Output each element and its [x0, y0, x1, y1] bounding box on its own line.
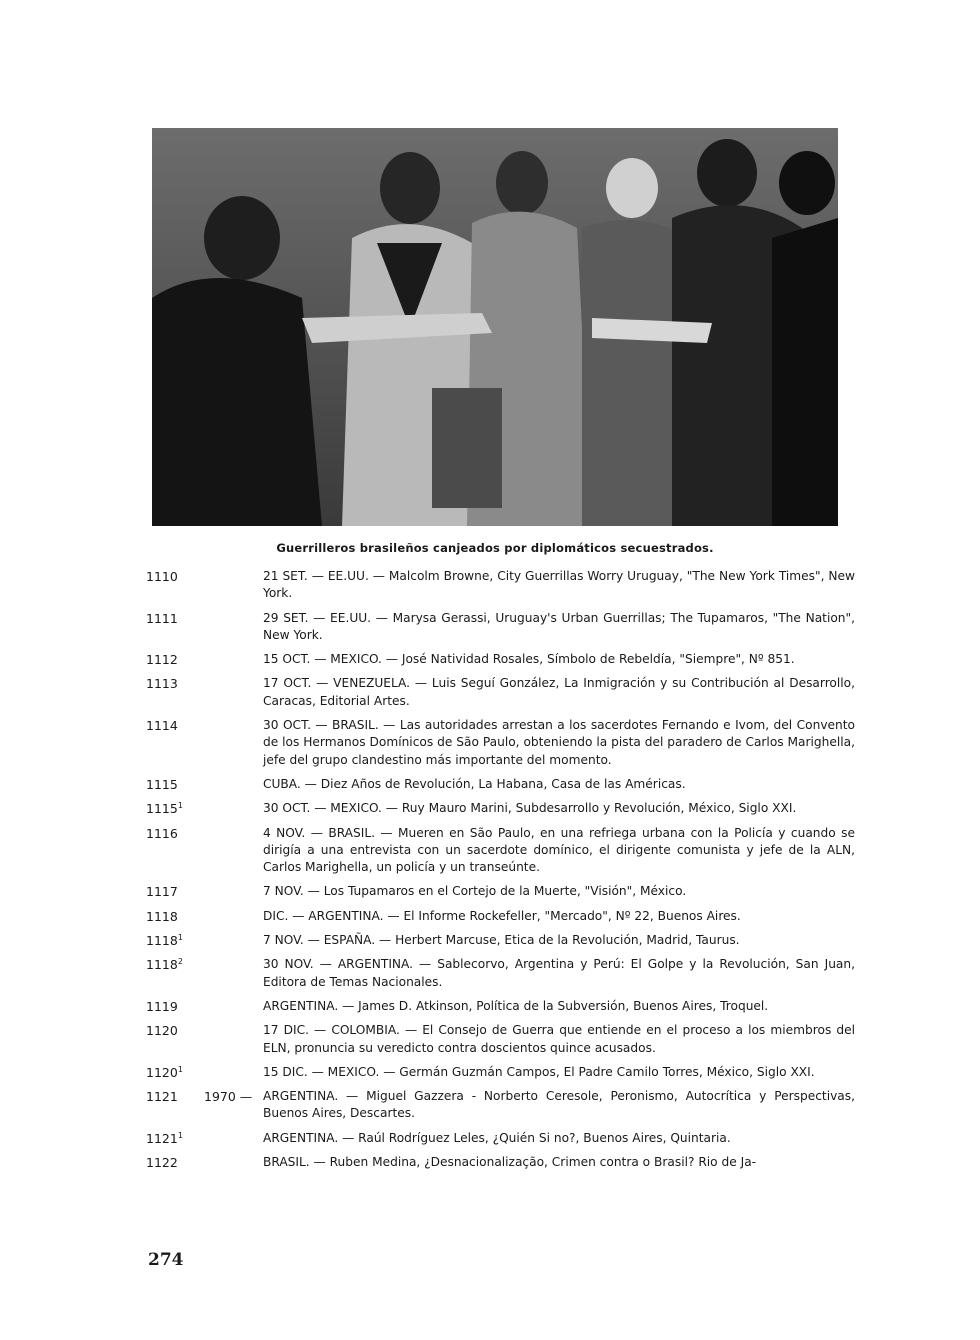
entry-number-value: 1119: [146, 998, 178, 1014]
entry-number: [146, 908, 201, 925]
entry-number-value: 1110: [146, 569, 178, 584]
chronology-entry: [0, 651, 980, 668]
entry-text: 15 DIC. — MEXICO. — Germán Guzmán Campos, El Padre Camilo Torres, México, Siglo XXI.: [263, 1064, 815, 1079]
chronology-entry: [0, 675, 980, 710]
chronology-entry: [0, 776, 980, 793]
chronology-entry: [0, 956, 980, 991]
entry-text: 29 SET. — EE.UU. — Marysa Gerassi, Uruguay's Urban Guerrillas; The Tupamaros, "The Nation", New York.: [263, 610, 855, 642]
chronology-entry: [0, 1130, 980, 1147]
entry-number: [146, 675, 201, 692]
entry-text: 7 NOV. — Los Tupamaros en el Cortejo de la Muerte, "Visión", México.: [263, 884, 687, 899]
entry-number-value: 1122: [146, 1155, 178, 1171]
entry-text: 30 OCT. — BRASIL. — Las autoridades arrestan a los sacerdotes Fernando e Ivom, del Convento de los Hermanos Domínicos de São Paulo, obteniendo la pista del paradero de Carlos Marighella, jefe del grupo clandestino más importante del momento.: [263, 718, 855, 767]
entry-number: [146, 717, 201, 734]
entry-number: [146, 998, 201, 1015]
chronology-list: [0, 568, 980, 1178]
entry-number-value: 1120: [146, 1064, 178, 1080]
chronology-entry: [0, 610, 980, 645]
entry-text: CUBA. — Diez Años de Revolución, La Habana, Casa de las Américas.: [263, 776, 686, 791]
chronology-entry: [0, 932, 980, 949]
chronology-entry: [0, 1064, 980, 1081]
chronology-entry: [0, 998, 980, 1015]
chronology-entry: [0, 1154, 980, 1171]
entry-number: [146, 932, 201, 949]
entry-number-value: 1112: [146, 652, 178, 668]
photograph: [152, 128, 838, 526]
entry-number: [146, 610, 201, 627]
chronology-entry: [0, 717, 980, 769]
entry-text: BRASIL. — Ruben Medina, ¿Desnacionalização, Crimen contra o Brasil? Rio de Ja-: [263, 1155, 757, 1170]
entry-number-value: 1120: [146, 1023, 178, 1039]
entry-text: ARGENTINA. — Raúl Rodríguez Leles, ¿Quién Si no?, Buenos Aires, Quintaria.: [263, 1130, 731, 1145]
entry-text: 15 OCT. — MEXICO. — José Natividad Rosales, Símbolo de Rebeldía, "Siempre", Nº 851.: [263, 652, 795, 667]
entry-number: [146, 883, 201, 900]
entry-number-value: 1118: [146, 933, 178, 949]
entry-number-value: 1116: [146, 825, 178, 841]
entry-number: [146, 956, 201, 973]
chronology-entry: [0, 1022, 980, 1057]
photograph-illustration: [152, 128, 838, 526]
entry-number: [146, 568, 201, 585]
entry-text: 17 DIC. — COLOMBIA. — El Consejo de Guerra que entiende en el proceso a los miembros del ELN, pronuncia su veredicto contra doscientos quince acusados.: [263, 1023, 855, 1055]
entry-number-value: 1113: [146, 676, 178, 692]
entry-number-value: 1111: [146, 610, 178, 626]
entry-number: [146, 800, 201, 817]
entry-number-superscript: 1: [177, 1064, 183, 1074]
entry-text: ARGENTINA. — Miguel Gazzera - Norberto Ceresole, Peronismo, Autocrítica y Perspectivas, Buenos Aires, Descartes.: [263, 1089, 855, 1121]
entry-number: [146, 776, 201, 793]
entry-text: 30 OCT. — MEXICO. — Ruy Mauro Marini, Subdesarrollo y Revolución, México, Siglo XXI.: [263, 801, 797, 816]
entry-number-value: 1118: [146, 908, 178, 924]
entry-number-superscript: 1: [177, 801, 183, 811]
entry-text: DIC. — ARGENTINA. — El Informe Rockefeller, "Mercado", Nº 22, Buenos Aires.: [263, 908, 741, 923]
entry-number: [146, 1154, 201, 1171]
chronology-entry: [0, 825, 980, 877]
entry-number: [146, 1130, 201, 1147]
entry-number: [146, 1022, 201, 1039]
entry-number: [146, 1088, 201, 1105]
entry-number-value: 1121: [146, 1130, 178, 1146]
entry-number: [146, 825, 201, 842]
entry-number-value: 1114: [146, 718, 178, 734]
chronology-entry: [0, 568, 980, 603]
entry-number-superscript: 1: [177, 1130, 183, 1140]
entry-number: [146, 1064, 201, 1081]
entry-text: 21 SET. — EE.UU. — Malcolm Browne, City Guerrillas Worry Uruguay, "The New York Times", New York.: [263, 569, 855, 601]
entry-number-value: 1118: [146, 957, 178, 973]
entry-text: 4 NOV. — BRASIL. — Mueren en São Paulo, en una refriega urbana con la Policía y cuando se dirigía a una entrevista con un sacerdote domínico, el dirigente comunista y jefe de la ALN, Carlos Marighella, un policía y un transeúnte.: [263, 825, 855, 875]
chronology-entry: [0, 800, 980, 817]
entry-text: ARGENTINA. — James D. Atkinson, Política de la Subversión, Buenos Aires, Troquel.: [263, 998, 769, 1013]
entry-year: 1970 —: [204, 1089, 253, 1105]
photo-caption: Guerrilleros brasileños canjeados por diplomáticos secuestrados.: [276, 541, 714, 555]
chronology-entry: [0, 1088, 980, 1123]
chronology-entry: [0, 908, 980, 925]
entry-number-superscript: 1: [177, 932, 183, 942]
chronology-entry: [0, 883, 980, 900]
entry-number-value: 1117: [146, 884, 178, 900]
entry-number-superscript: 2: [177, 957, 183, 967]
entry-number-value: 1115: [146, 776, 178, 792]
entry-text: 7 NOV. — ESPAÑA. — Herbert Marcuse, Etica de la Revolución, Madrid, Taurus.: [263, 933, 740, 948]
entry-text: 30 NOV. — ARGENTINA. — Sablecorvo, Argentina y Perú: El Golpe y la Revolución, San Juan, Editora de Temas Nacionales.: [263, 957, 855, 989]
entry-text: 17 OCT. — VENEZUELA. — Luis Seguí González, La Inmigración y su Contribución al Desarrollo, Caracas, Editorial Artes.: [263, 676, 855, 708]
entry-number-value: 1121: [146, 1089, 178, 1105]
page-number: 274: [148, 1250, 184, 1270]
entry-number: [146, 651, 201, 668]
entry-number-value: 1115: [146, 801, 178, 817]
